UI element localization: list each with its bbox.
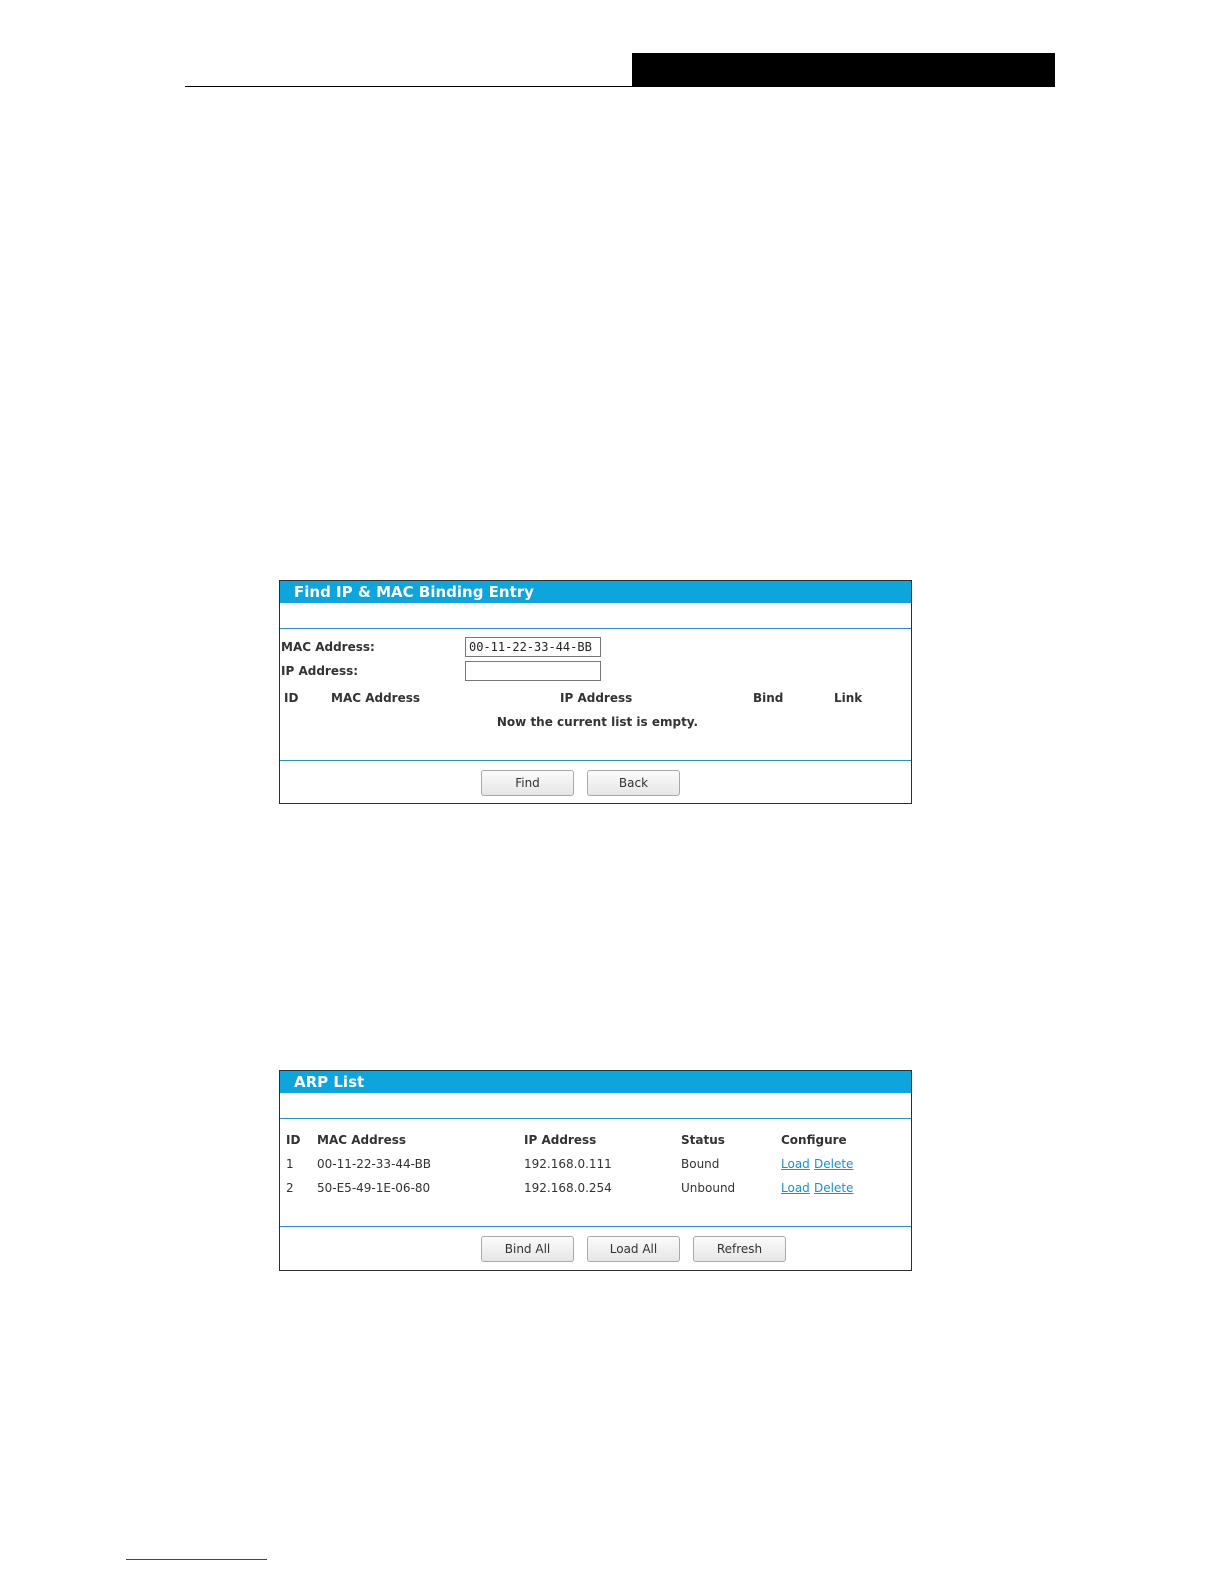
delete-link[interactable]: Delete: [814, 1181, 854, 1195]
row-mac-address: 00-11-22-33-44-BB: [317, 1157, 432, 1171]
row-status: Unbound: [681, 1181, 736, 1195]
column-header-id: ID: [284, 691, 299, 705]
page-header-bar: [632, 53, 1055, 87]
ip-address-label: IP Address:: [281, 664, 359, 678]
column-header-ip-address: IP Address: [560, 691, 633, 705]
ip-address-input[interactable]: [465, 661, 601, 681]
column-header-mac-address: MAC Address: [331, 691, 421, 705]
load-link[interactable]: Load: [781, 1181, 810, 1195]
column-header-link: Link: [834, 691, 863, 705]
column-header-id: ID: [286, 1133, 301, 1147]
divider: [280, 1226, 911, 1227]
row-mac-address: 50-E5-49-1E-06-80: [317, 1181, 431, 1195]
load-all-button[interactable]: Load All: [587, 1236, 680, 1262]
row-id: 1: [286, 1157, 294, 1171]
bind-all-button[interactable]: Bind All: [481, 1236, 574, 1262]
refresh-button[interactable]: Refresh: [693, 1236, 786, 1262]
arp-list-panel-title: ARP List: [280, 1071, 911, 1093]
back-button[interactable]: Back: [587, 770, 680, 796]
empty-list-message: Now the current list is empty.: [496, 715, 699, 729]
column-header-ip-address: IP Address: [524, 1133, 597, 1147]
divider: [280, 760, 911, 761]
row-id: 2: [286, 1181, 294, 1195]
column-header-mac-address: MAC Address: [317, 1133, 407, 1147]
column-header-configure: Configure: [781, 1133, 847, 1147]
footer-rule: [126, 1559, 267, 1560]
column-header-bind: Bind: [753, 691, 784, 705]
column-header-status: Status: [681, 1133, 725, 1147]
arp-list-panel: [279, 1070, 912, 1271]
mac-address-label: MAC Address:: [281, 640, 375, 654]
find-button[interactable]: Find: [481, 770, 574, 796]
find-binding-panel-title: Find IP & MAC Binding Entry: [280, 581, 911, 603]
row-ip-address: 192.168.0.111: [524, 1157, 612, 1171]
row-ip-address: 192.168.0.254: [524, 1181, 612, 1195]
delete-link[interactable]: Delete: [814, 1157, 854, 1171]
divider: [280, 1118, 911, 1119]
mac-address-input[interactable]: [465, 637, 601, 657]
load-link[interactable]: Load: [781, 1157, 810, 1171]
find-binding-panel: [279, 580, 912, 804]
divider: [280, 628, 911, 629]
row-status: Bound: [681, 1157, 720, 1171]
